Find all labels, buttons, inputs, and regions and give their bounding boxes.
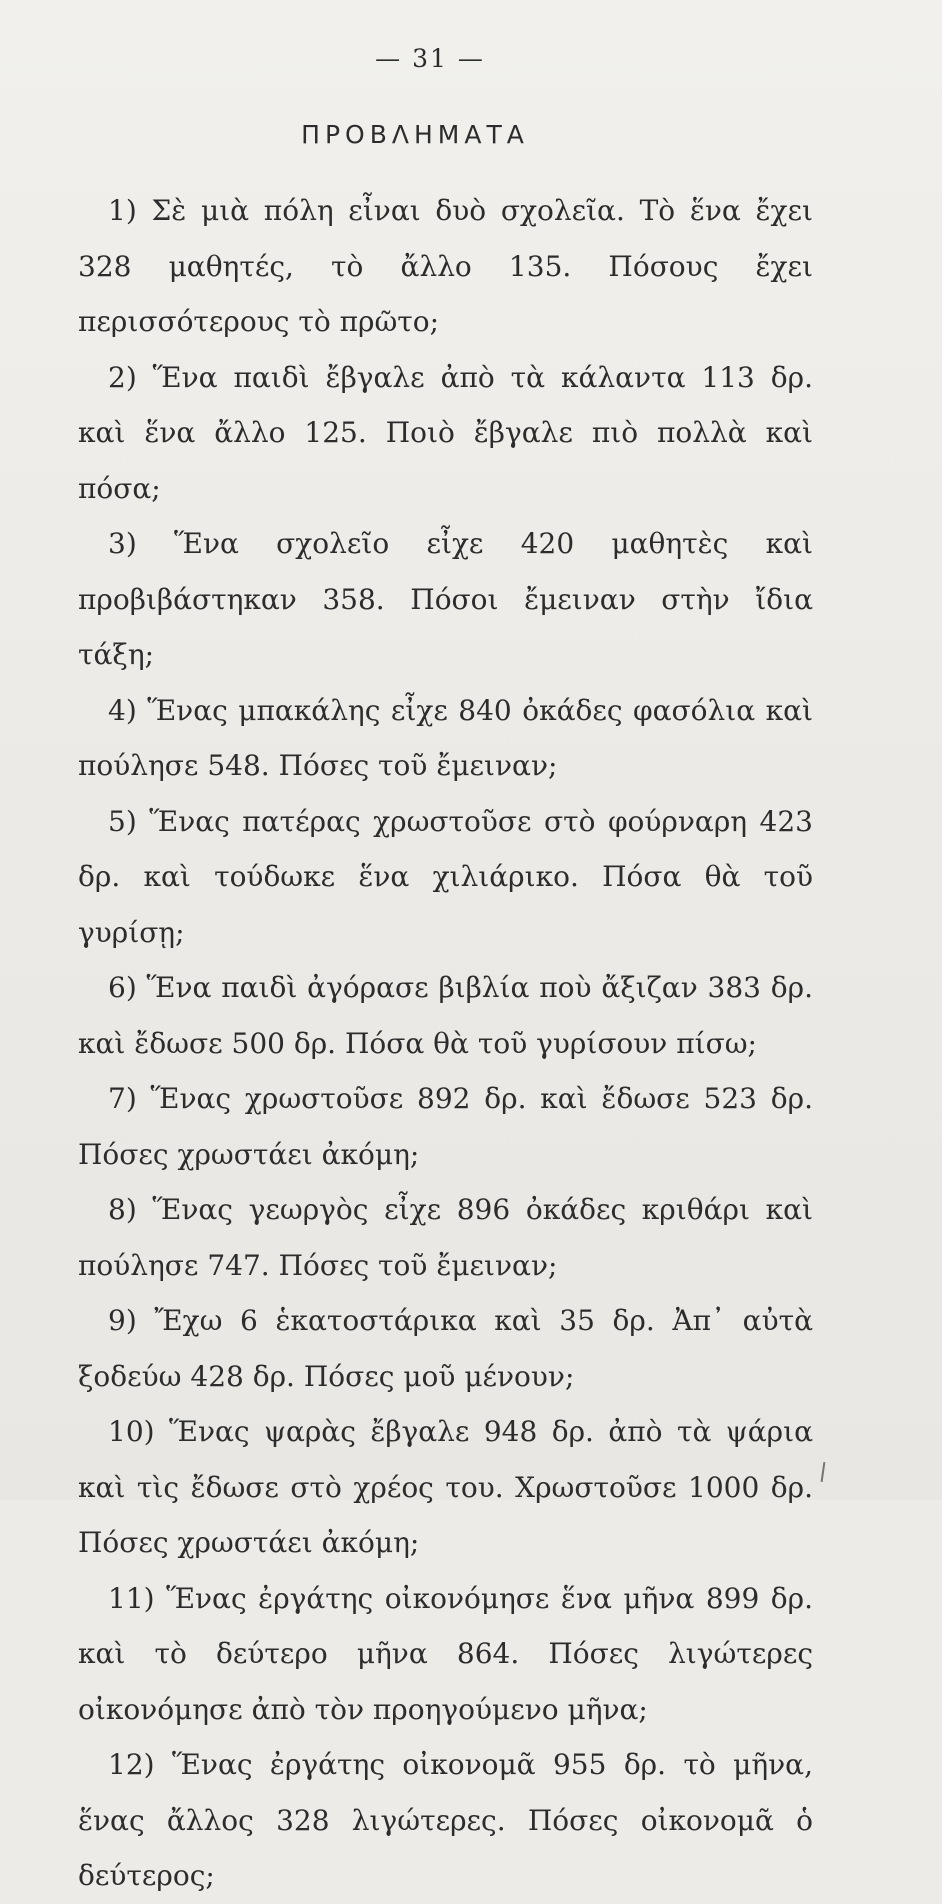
problem-3: 3) Ἕνα σχολεῖο εἶχε 420 μαθητὲς καὶ προβιβάστηκαν 358. Πόσοι ἔμειναν στὴν ἴδια τάξη; (78, 527, 813, 671)
page-number: — 31 — (375, 44, 485, 73)
problem-list (78, 183, 813, 1904)
problem-1: 1) Σὲ μιὰ πόλη εἶναι δυὸ σχολεῖα. Τὸ ἕνα ἔχει 328 μαθητές, τὸ ἄλλο 135. Πόσους ἔχει περισσότερους τὸ πρῶτο; (78, 194, 813, 338)
problem-12: 12) Ἕνας ἐργάτης οἰκονομᾶ 955 δρ. τὸ μῆνα, ἕνας ἄλλος 328 λιγώτερες. Πόσες οἰκονομᾶ ὁ δεύτερος; (78, 1748, 813, 1892)
problem-11: 11) Ἕνας ἐργάτης οἰκονόμησε ἕνα μῆνα 899 δρ. καὶ τὸ δεύτερο μῆνα 864. Πόσες λιγώτερες οἰκονόμησε ἀπὸ τὸν προηγούμενο μῆνα; (78, 1581, 813, 1726)
problem-7: 7) Ἕνας χρωστοῦσε 892 δρ. καὶ ἔδωσε 523 δρ. Πόσες χρωστάει ἀκόμη; (78, 1082, 813, 1171)
problem-5: 5) Ἕνας πατέρας χρωστοῦσε στὸ φούρναρη 423 δρ. καὶ τούδωκε ἕνα χιλιάρικο. Πόσα θὰ τοῦ γυρίσῃ; (78, 804, 813, 949)
page-heading: ΠΡΟΒΛΗΜΑΤΑ (301, 120, 529, 149)
problem-9: 9) Ἔχω 6 ἑκατοστάρικα καὶ 35 δρ. Ἀπ᾿ αὐτὰ ξοδεύω 428 δρ. Πόσες μοῦ μένουν; (78, 1304, 813, 1393)
margin-mark (821, 1462, 826, 1482)
problem-8: 8) Ἕνας γεωργὸς εἶχε 896 ὀκάδες κριθάρι καὶ πούλησε 747. Πόσες τοῦ ἔμειναν; (78, 1193, 813, 1282)
problem-4: 4) Ἕνας μπακάλης εἶχε 840 ὀκάδες φασόλια καὶ πούλησε 548. Πόσες τοῦ ἔμειναν; (78, 693, 813, 782)
problem-2: 2) Ἕνα παιδὶ ἔβγαλε ἀπὸ τὰ κάλαντα 113 δρ. καὶ ἕνα ἄλλο 125. Ποιὸ ἔβγαλε πιὸ πολλὰ καὶ πόσα; (78, 360, 813, 505)
problem-10: 10) Ἕνας ψαρὰς ἔβγαλε 948 δρ. ἀπὸ τὰ ψάρια καὶ τὶς ἔδωσε στὸ χρέος του. Χρωστοῦσε 1000 δρ. Πόσες χρωστάει ἀκόμη; (78, 1415, 813, 1559)
problem-6: 6) Ἕνα παιδὶ ἀγόρασε βιβλία ποὺ ἄξιζαν 383 δρ. καὶ ἔδωσε 500 δρ. Πόσα θὰ τοῦ γυρίσουν πίσω; (78, 971, 813, 1060)
